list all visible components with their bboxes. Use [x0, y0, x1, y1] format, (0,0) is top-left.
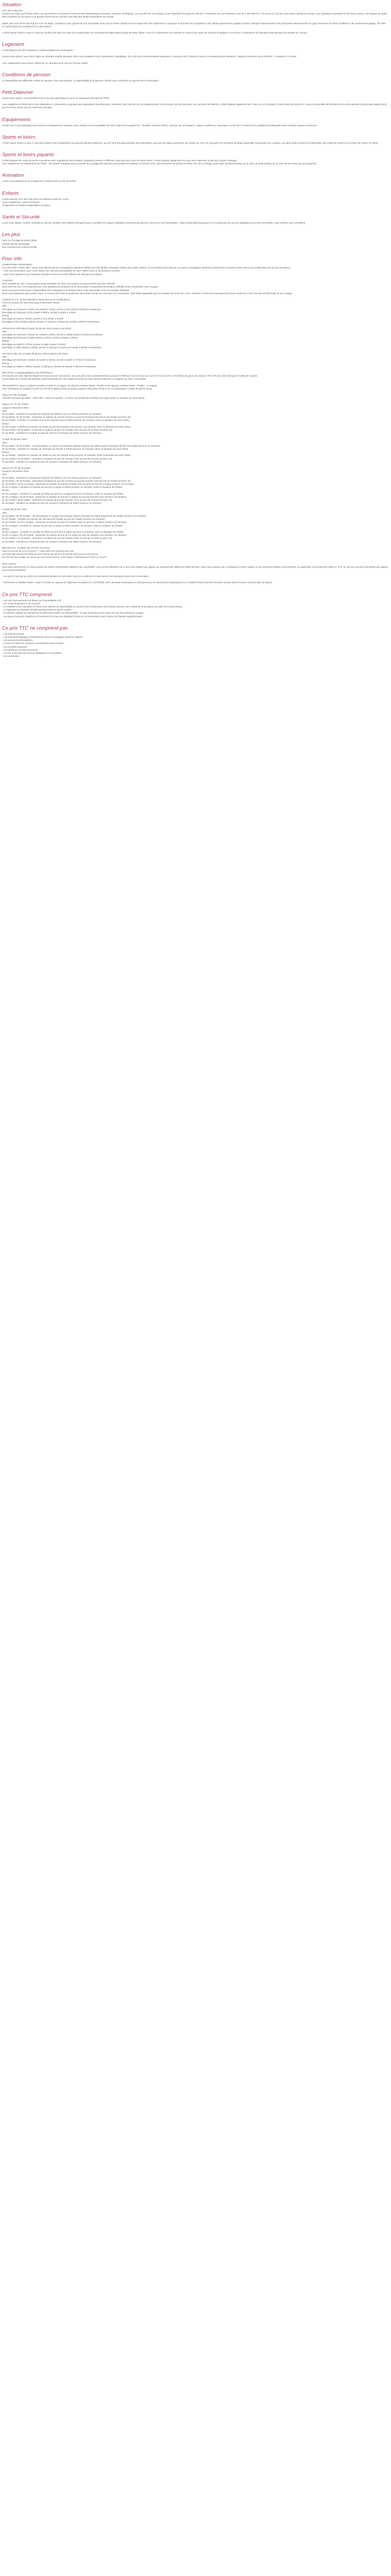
text-line: Ile de Praslin / Ile de Mahé : traversée en bateau du port de Grande Anse au port de Victoria (environ 1h).: [2, 537, 113, 540]
text-line: Jusqu'en décembre 2015 :: [2, 470, 30, 473]
section-paragraph: [2, 142, 389, 145]
section-title: Santé et Sécurité: [2, 214, 40, 221]
text-line: Séjour sur l'île de Mahé :: [2, 393, 28, 396]
text-line: À partir de janvier 2016 :: [2, 438, 28, 441]
text-line: IMPORTANT : DURÉE DE VOTRE VOYAGE :: [2, 546, 51, 549]
text-line: Ile de Praslin : transfert en navette du port de Grande Anse à l'hôtel (environ 15 minutes, selon la situation de votre hôtel).: [2, 419, 130, 422]
text-line: Ile de Praslin : transfert en navette de l'hôtel au port de Grande Anse (environ 15 minutes, selon la situation de votre hôtel).: [2, 425, 131, 428]
section-title: Pour info: [2, 256, 22, 262]
section-paragraph: [2, 467, 389, 505]
text-line: Durant votre séjour, vous bénéficiez de la formule petit-déjeuner servi au restaurant principal de l'hôtel.: [2, 97, 110, 100]
text-line: Les vols aller peuvent se faire de jour comme de nuit et il en est de même pour le vol retour.: [2, 553, 99, 556]
section-paragraph: [2, 49, 389, 52]
section-title: Conditions de pension: [2, 72, 51, 78]
section-title: Logement: [2, 42, 24, 48]
text-line: Ile de La Digue : transfert en navette de l'hôtel au port de La Digue (environ 10 minutes, selon la situation de l'hôtel).: [2, 492, 124, 495]
text-line: Décollage de l'aéroport d'Abu Dhabi à 08h05, arrivée à Mahé à 12h55: [2, 311, 76, 314]
text-line: Vous avez sélectionné un hôtel proposé de même classification hôtelière aux Seychelles. Les normes affichées sur le site sont établies par rapport au standard des différents hôtels des îles. Nous vous invitons par conséquent à rester vigilant sur les éventuels détails recommandés, en particulier concernant les hôtels 2* et 3* et* qui sont souvent surclassés par rapport aux normes françaises.: [2, 565, 388, 571]
text-line: Ile de Praslin / Ile de La Digue : traversée en bateau du port de Grande Anse au port de l'île de La Digue (environ 15 minutes).: [2, 483, 135, 486]
text-line: Ile de Mahé : transfert en navette de l'aéroport de Mahé à port de Victoria (environ 20 minutes).: [2, 476, 102, 479]
section-paragraph: [2, 327, 389, 349]
text-line: Retour :: [2, 362, 11, 365]
text-line: Retour :: [2, 314, 11, 317]
text-line: Décollage de l'aéroport Charles de Gaulle à 22h25, arrivée à Addis Abeba à 07h15 le lendemain.: [2, 333, 104, 336]
text-line: Tous horaires de vols communiqués avant réception de votre convocation ne peuvent être qu'à titre indicatif.: [2, 282, 116, 285]
text-line: Décollage de l'aéroport Charles de Gaulle à 21h55, arrivée à Abu Dhabi à 06h50 le lendemain.: [2, 308, 102, 311]
offer-document: [0, 0, 391, 658]
section-paragraph: [2, 97, 389, 100]
text-line: Ile de Mahé : transfert en navette du port de Victoria à l'aéroport de Mahé (environ 20 minutes).: [2, 502, 102, 505]
text-line: La disponibilité des différents modes de pension n'est pas garantie. La disponibilité de la pension choisie sera confirmée au moment de la réservation.: [2, 79, 159, 82]
section-paragraph: [2, 547, 389, 560]
text-line: *Programme et horaires disponibles sur place.: [2, 204, 51, 207]
text-line: Ile de La Digue / Ile de Praslin : traversée en bateau du port de La Digue au port de Grande Anse (environ 15 minutes).: [2, 534, 127, 537]
text-line: COMPAGNIES AÉRIENNES :: [2, 263, 34, 266]
text-line: - Les éventuels bagages excédentaires selon la compagnie aérienne utilisée,: [2, 635, 83, 638]
text-line: Ile de Praslin : transfert en navette de l'aéroport de Praslin à l'hôtel (environ 10 minutes, selon la situation de votre hôtel).: [2, 448, 129, 451]
section-paragraph: [2, 394, 389, 400]
text-line: L'hôtel dispose de 160 chambres et suites élégamment aménagées.: [2, 49, 74, 52]
section-title: Sports et loisirs payants: [2, 152, 54, 158]
text-line: Retour :: [2, 489, 11, 492]
section-paragraph: [2, 103, 389, 109]
text-line: Ile de Praslin / Ile de Mahé : traversée en bateau du port de Grande Anse au port de Victoria (environ 1h).: [2, 457, 113, 460]
text-line: Perdues au cœur de l'Océan Indien, les Seychelles se trouvent au nord-est des Mascareignes (Réunion, Maurice, Rodrigues). Les 115 îles de cet archipel, d'une superficie émergée de 455 km², s'étendent sur une immense zone de 1 400 000 km². On trouve ici l'un des plus beaux climats du monde, une végétation luxuriante et une faune unique. Des plages de sable blanc bordées de cocotiers et de granits roses font de ces îles l'une des plus belles destinations au monde.: [2, 12, 387, 19]
section-paragraph: [2, 62, 389, 65]
section-title: Petit Déjeuner: [2, 90, 34, 96]
section-paragraph: [2, 508, 389, 543]
text-line: *avec supplément : garde d'enfants.: [2, 200, 40, 204]
text-line: Jusqu'en décembre 2015 :: [2, 406, 30, 409]
text-line: L'hôtel Savoy Resort & Spa 5* (normes locales) met à disposition une grande piscine extérieure, qui est l'une des plus grandes des Seychelles, ainsi qu'une plage à proximité qui s'étale sur 3 km de long (prêt de serviettes de plage disponible moyennant une caution). Les plus actifs trouveront à disposition des courts de tennis et un centre de remise en forme.: [2, 141, 379, 144]
section-paragraph: [2, 581, 389, 584]
text-line: Ile de Praslin / Ile de Mahé : traversée en bateau du port de Grande Anse au port de Victoria (environ 1h).: [2, 429, 113, 432]
text-line: - Le transfert entre l'aéroport et l'hôtel sous réserve de disponibilité au moment de la réservation (information donnée sur le détail de la prestation ou suite de la réservation),: [2, 605, 183, 608]
section-paragraph: [2, 599, 389, 618]
text-line: - Pour tout information, pour votre séjour, les vols sont susceptibles de faire l'objet d'une ou de plusieurs escales.: [2, 269, 121, 273]
text-line: Ile de La Digue : transfert en navette de l'hôtel au port de La Digue (environ 10 minutes, selon la situation de l'hôtel).: [2, 530, 124, 533]
text-line: Les horaires et le mode des pré/post acheminements de votre départ de province vous seront confirmés à réception de votre convocation.: [2, 378, 147, 381]
text-line: Dans tous les cas, il est impératif que vous attendiez la réception de la convocation comprenant les horaires définitifs avant de planifier votre voyage.: [2, 285, 158, 289]
text-line: Décollage de l'aéroport Charles de Gaulle à 18h15, arrivée à Mahé à 07h05 le lendemain.: [2, 359, 96, 362]
text-line: Retour :: [2, 527, 11, 530]
text-line: Ile de Mahé : transfert en navette du port de Victoria à l'aéroport de Mahé (environ 20 minutes).: [2, 540, 102, 543]
section-paragraph: [2, 371, 389, 381]
text-line: L'hôtel dispose d'un mini club pour les enfants à partir de 4 ans*.: [2, 197, 70, 200]
text-line: Transfert aéroport de Mahé - hôtel aller / retour en navette : (environ 30 minutes de transfert par trajet) (selon la situation de votre hôtel).: [2, 397, 145, 400]
text-line: Ile de Mahé / Ile de Praslin : vol domestique en classe économique depuis l'aéroport de Mahé jusqu'à l'île de Praslin (environ 20 minutes).: [2, 514, 147, 517]
text-line: En fonction de votre date de départ et de leur accord commercial, vous est prié d'avoir acheminements pourront s'effectuer soit en avion sur vols Air France soit en TGV (liste de gares de province TGV AIR via CDG l'aéroport Charles de Gaulle).: [2, 375, 258, 378]
section-paragraph: [2, 563, 389, 572]
text-line: Décollage d'Abu Dhabi à 02h30, arrivée à l'aéroport Charles de Gaulle à 08h00 le lendemain.: [2, 320, 100, 324]
text-line: En fonction du vol aller ou retour qui vous sera réservé, votre séjour s'effectuera en 9 j/7n ou 10 j/7n.: [2, 556, 108, 559]
text-line: Des activités pour toute la famille: [2, 245, 37, 248]
section-paragraph: [2, 298, 389, 324]
section-paragraph: [2, 79, 389, 82]
text-line: - Les taxes d'aéroport et de sécurité,: [2, 602, 41, 605]
text-line: Retour :: [2, 422, 11, 425]
text-line: Séjour sur l'île de Praslin :: [2, 403, 30, 406]
text-line: INFO HOTEL :: [2, 562, 18, 565]
section-paragraph: [2, 352, 389, 368]
section-paragraph: [2, 198, 389, 208]
text-line: L'hôtel vous propose de la musique live certains soirs au bar de l'hôtel.: [2, 180, 76, 183]
text-line: Décollage d'Addis Abeba à 23h55, arrivée à l'aéroport Charles de Gaulle à 05h30 le lendemain.: [2, 346, 103, 349]
section-paragraph: [2, 279, 389, 295]
text-line: Situé sur la plage de Beau Vallon: [2, 239, 37, 242]
text-line: Ile de Praslin / Ile de Mahé : traversée en bateau du port de Grande Anse au port de Victoria (environ 1h).: [2, 499, 113, 502]
text-line: Aller :: [2, 304, 8, 308]
text-line: ETIHAD (à partir de mai 2015 jusqu'à décembre 2015) :: [2, 301, 61, 304]
text-line: - Les dépenses d'ordre personnel,: [2, 648, 38, 651]
text-line: Avant votre départ, veuillez consulter le site du ministère des Affaires étrangères pour connaître les risques sanitaires éventuels qui peuvent concerner votre destination : https://www.diplomatie.gouv.fr (Il n'existe pas de vaccins obligatoires pour les Seychelles, mais certains sont conseillés).: [2, 222, 306, 225]
text-line: Aller :: [2, 330, 8, 333]
text-line: Nous ne pouvons être tenus responsables d'un changement d'horaires entre votre réservation et la convocation définitive.: [2, 289, 130, 292]
text-line: Ile de La Digue : transfert en navette du port de La Digue à l'hôtel (environ 10 minutes, selon la situation de l'hôtel).: [2, 486, 123, 489]
section-title: Animation: [2, 173, 24, 179]
text-line: L'Hôtel Savoy Resort & Spa 5* (normes locales) est situé au cœur d'un grand jardin au nord-ouest de Mahé dans la baie de Beau Vallon. Il est à 5,5 kilomètres (10 minutes en voiture) du centre de Victoria la capitale et à environ 14 kilomètres de l'aéroport international (25 minutes en voiture).: [2, 31, 308, 35]
text-line: - Les pourboires.: [2, 655, 20, 658]
section-title: Ce prix TTC ne comprend pas: [2, 625, 68, 631]
section-paragraph: [2, 124, 389, 127]
text-line: LES SEYCHELLES :: [2, 9, 24, 12]
text-line: Aller :: [2, 355, 8, 359]
section-paragraph: [2, 180, 389, 183]
text-line: Avec supplément l'hôtel met à votre disposition 4 restaurants, proposant des spécialités internationales, indiennes, des fruits de mer et la gastronomie créole autour de ses bars pour vos moments de détente. L'hôtel dispose également de 2 bars, un sur la plage et l'autre près de la piscine. Il vous est possible de bénéficier de la demi-pension (moyennant supplément) qui vous sera servie soit au restaurant principal.: [2, 103, 387, 109]
text-line: Avec supplément et indépendant de l'hôtel : des sports nautiques sont proposés sur la plage tels que des promenades en bateaux à fond de verre, des excursions de pêche en haute mer, de la plongée avec tuba, du kite boarding, de la voile, du wind-surfing, du scooter de mer ainsi que du parapente.: [2, 162, 317, 165]
text-line: L'hôtel met à votre disposition les services et équipements suivants, dont certains sont susceptibles de faire l'objet d'un supplément : réception ouverte 24h/24, services de conciergerie, espace conférence, ascenseur, accès Wi-Fi à internet (en supplément) disponible dans certains espaces communs.: [2, 124, 318, 127]
text-line: - Nous vous signalons que l'aéroport d'arrivée à Paris peut être différent de l'aéroport de départ.: [2, 273, 103, 276]
text-line: Les vols Paris / Mahé aller / retour sont opérés par les compagnies régulières Etihad (via Abu Dhabi), Ethiopian Airlines (via Addis Abeba), Air Seychelles (vols directs), ou autres compagnies aériennes (informations données sous réserve de modification par le tour opérateur).: [2, 266, 291, 269]
text-line: Ile de Praslin : transfert en navette de l'hôtel au port de Grande Anse (environ 15 minutes, selon la situation de votre hôtel).: [2, 454, 131, 457]
section-paragraph: [2, 263, 389, 276]
text-line: Ile de Mahé / Ile de Praslin : traversée en bateau du port de Victoria au port de Grande Anse de l'Ile de Praslin (environ 1h).: [2, 479, 132, 482]
section-title: Situation: [2, 2, 21, 8]
section-title: Enfants: [2, 190, 19, 196]
text-line: Décollage de Mahé à 17h15, arrivée à Addis Abeba à 20h30.: [2, 343, 66, 346]
text-line: - La pension valable au moment de la réservation (selon sa disponibilité) : le type de pension sera repris sur vos documents de voyage,: [2, 612, 144, 615]
section-paragraph: [2, 159, 389, 165]
section-paragraph: [2, 633, 389, 658]
text-line: - Personnes à mobilité réduite : Suite à l'entrée en vigueur du règlement européen EU 1107/2006, toute demande d'assistance à l'aéroport pour les personnes handicapées ou à mobilité réduite doit être formulée au plus tard 48 heures avant la date de départ.: [2, 581, 273, 584]
text-line: Aller :: [2, 441, 8, 444]
section-paragraph: [2, 575, 389, 578]
section-paragraph: [2, 22, 389, 28]
text-line: - Les vols internationaux au départ de France/Mahé A/R,: [2, 599, 62, 602]
text-line: - La taxe de sortie du territoire et éventuelles taxes locales,: [2, 642, 64, 645]
text-line: Ile de Mahé : transfert en navette du port de Victoria à l'aéroport de Mahé (environ 20 minutes).: [2, 460, 102, 463]
text-line: Séjour sur l'île de La Digue :: [2, 467, 32, 470]
section-title: Ce prix TTC comprend: [2, 591, 52, 598]
text-line: Grande piscine aménagée: [2, 242, 30, 245]
text-line: Ile de Mahé : transfert en navette de l'aéroport de Mahé à port de Victoria (environ 20 minutes).: [2, 413, 102, 415]
text-line: - Les prix en vol (au jour près) au comportant arrivée en nuit réelle, vous les conditions et vous seront communiqués dans votre convocation.: [2, 575, 150, 578]
section-paragraph: [2, 438, 389, 464]
section-title: Equipements: [2, 116, 31, 123]
text-line: AIR SEYCHELLES (à partir de janvier 2016 jusqu'à avril 2016): [2, 352, 68, 355]
text-line: Retour :: [2, 340, 11, 343]
text-line: Nous vous rappelons que la date retour en France peut être le lendemain de la date inscrite sur votre Bon de Commande. Tarif établi applicable pour les enfants de moins de 2 ans. Attention, le tarif doit impérativement jouer moins de 2 ans à la date de RETOUR de son voyage.: [2, 292, 293, 295]
text-line: Horaires de vol : (à titre indicatif et sous réserve de modification): [2, 298, 70, 301]
text-line: PRE-POST ACHEMINEMENTS DE PROVINCE :: [2, 371, 54, 374]
section-paragraph: [2, 239, 389, 249]
text-line: Pour information le transfert ALLER sur l'île de Praslin se fera en bateau jusqu'en décembre 2015 et en vol domestique à partir de janvier 2016.: [2, 387, 153, 390]
text-line: Décollage de l'aéroport d'Addis Abeba à 10h10, arrivée à Mahé à 15h25: [2, 336, 78, 340]
text-line: À partir de janvier 2016 :: [2, 508, 28, 511]
text-line: Aller :: [2, 511, 8, 514]
text-line: - Le visa et les frais de services obligatoires et accidents,: [2, 651, 62, 654]
section-paragraph: [2, 384, 389, 391]
text-line: - Les assurances facultatives,: [2, 639, 34, 642]
text-line: Votre circuit est de 9 ou 10 jours / 7 nuits selon les horaires des vols.: [2, 549, 74, 552]
text-line: Ile de Mahé : transfert en navette du port de Victoria à l'aéroport de Mahé (environ 20 minutes).: [2, 432, 102, 435]
text-line: Durant votre séjour, vous serez logés en chambre double standard. Elles sont équipées d'une climatisation individuelle, d'un mini-bar (consommations payantes), connexion Wi-Fi gratuit et balcon ou terrasse privée meublée. Capacité maximale de la chambre : 2 adultes et 1 enfant.: [2, 55, 297, 58]
text-line: - Les taxes d'aéroport (système à l'évolution) et le taux de solidarité (inclus sur la réservation) sous réserve de hausse supplémentaire.: [2, 615, 143, 618]
text-line: Avec supplément vous pouvez séjourner en chambre avec vue sur l'Océan Indien.: [2, 61, 89, 64]
section-paragraph: [2, 55, 389, 58]
text-line: Ile de Mahé / Ile de Praslin : vol domestique en classe économique depuis l'aéroport de Mahé jusqu'à l'aéroport de l'île de Praslin (environ 20 minutes).: [2, 444, 160, 447]
text-line: À NOTER :: [2, 279, 14, 282]
text-line: Ile de La Digue : transfert en navette du port de La Digue à l'hôtel (environ 10 minutes, selon la situation de l'hôtel).: [2, 524, 123, 527]
text-line: Retour :: [2, 451, 11, 454]
text-line: Ile de Praslin / Ile de La Digue : traversée en bateau du port de Grande Anse au port de La Digue (environ 15 minutes).: [2, 521, 127, 524]
section-title: Sports et loisirs: [2, 134, 36, 140]
text-line: Décollage de Mahé à 20h05, arrivée à Abu Dhabi à 01h05.: [2, 317, 64, 320]
text-line: Décollage de Mahé à 22h50, arrivée à l'aéroport Charles de Gaulle à 06h00 le lendemain.: [2, 365, 96, 368]
text-line: - Les frais de dossier,: [2, 632, 25, 635]
section-paragraph: [2, 222, 389, 225]
text-line: L'hôtel dispose de courts de tennis et propose avec supplément des activités, lesquelles peuvent s'effectuer ainsi que des cours de tennis privé. L'Hôtel dispose également d'un spa avec hammam et piscine à hydro-massage.: [2, 159, 238, 162]
text-line: ETHIOPIAN AIRLINES (à partir de janvier 2016 jusqu'à mai 2016): [2, 327, 71, 330]
text-line: Ile de Praslin : transfert en navette de l'aéroport de Praslin au port de Praslin (environ 20 minutes).: [2, 518, 106, 521]
section-paragraph: [2, 31, 389, 35]
text-line: - Les activités payantes,: [2, 645, 28, 648]
section-paragraph: [2, 9, 389, 19]
text-line: Mahé, avec ses 28 km de long sur 8 km de large, constitue la plus grande île des Seychelles ainsi que le centre culturel et économique des îles Intérieures et regroupe la majorité de la population. Elle abrite également la capitale Victoria, l'aéroport international et les principales infrastructures du pays. Entourée de récifs coralliens et de nombreuses plages, l'île offre un cadre idéal pour la détente et la découverte.: [2, 22, 386, 28]
section-title: Les plus: [2, 232, 21, 238]
text-line: TRANSFERTS : (pour le séjours à Mahé, Praslin et La Digue, les séjours combiné Mahé - Praslin et les séjours combiné Mahé - Praslin - La Digue).: [2, 384, 158, 387]
text-line: Aller :: [2, 473, 8, 476]
text-line: - Le logement en chambre double standard selon la durée choisie,: [2, 608, 72, 612]
text-line: Ile de Mahé / Ile de Praslin : traversée en bateau du port de Victoria au port de Grande Anse de l'Ile de Praslin (environ 1h).: [2, 416, 132, 419]
text-line: Aller :: [2, 409, 8, 412]
section-paragraph: [2, 403, 389, 435]
text-line: Ile de La Digue / Ile de Praslin : traversée en bateau du port de La Digue au port de Grande Anse (environ 15 minutes).: [2, 495, 127, 498]
